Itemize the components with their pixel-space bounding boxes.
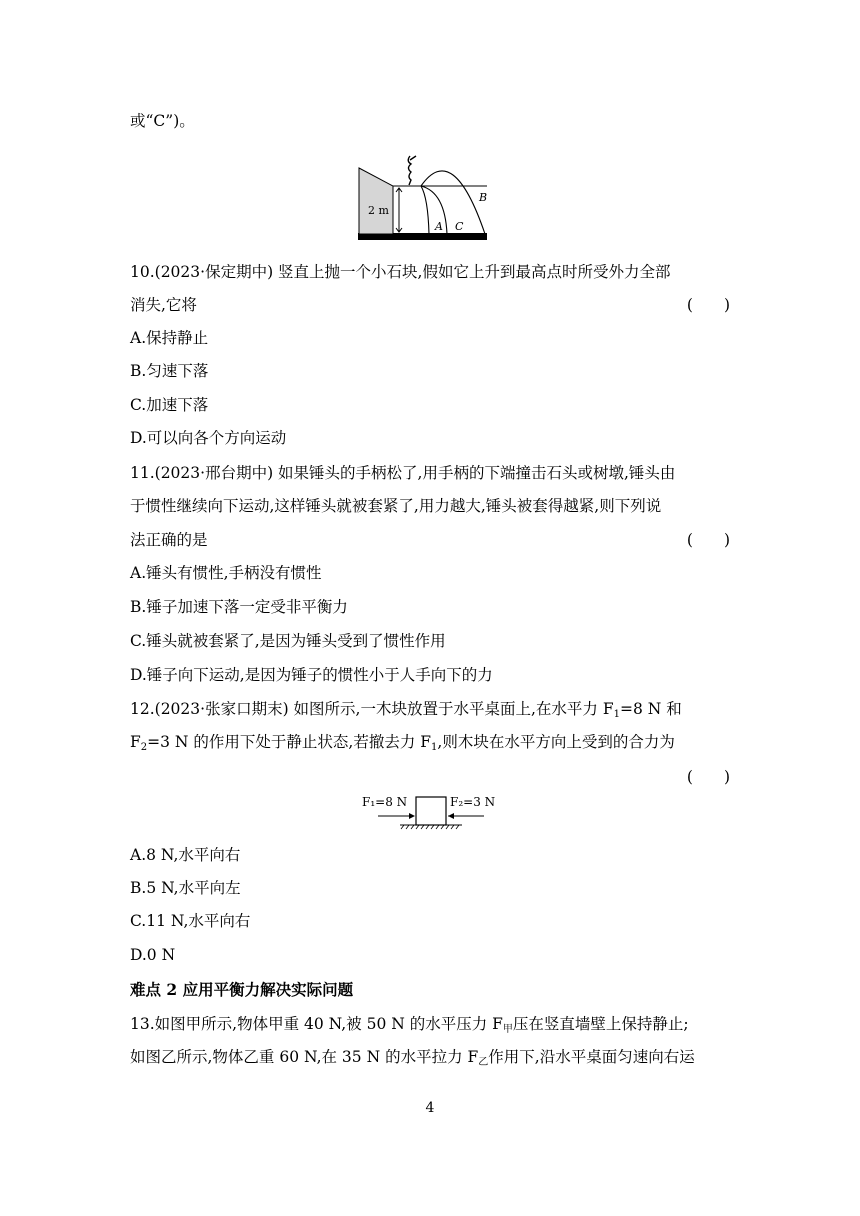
platform-block <box>359 168 393 234</box>
page-number: 4 <box>425 1100 435 1116</box>
f2-label: F₂=3 N <box>450 795 496 809</box>
trajectory-b <box>421 171 488 234</box>
q12-line2-part2: =3 N 的作用下处于静止状态,若撤去力 F <box>147 733 432 751</box>
q11-line3: 法正确的是 <box>130 531 208 549</box>
q12-line1-part2: =8 N 和 <box>619 700 682 718</box>
q13-line2-part2: 作用下,沿水平桌面匀速向右运 <box>488 1048 695 1066</box>
q12-option-b: B.5 N,水平向左 <box>130 879 241 897</box>
trajectory-figure <box>355 154 490 244</box>
q12-line1-part1: 12.(2023·张家口期末) 如图所示,一木块放置于水平桌面上,在水平力 F <box>130 700 614 718</box>
q10-line2: 消失,它将 <box>130 296 197 314</box>
label-b: B <box>479 191 488 204</box>
q11-line1: 11.(2023·邢台期中) 如果锤头的手柄松了,用手柄的下端撞击石头或树墩,锤头由 <box>130 464 676 482</box>
subscript-jia: 甲 <box>502 1024 513 1035</box>
q12-option-c: C.11 N,水平向右 <box>130 912 251 930</box>
q12-answer-bracket: ( ) <box>686 768 730 786</box>
q12-line2 <box>130 731 730 759</box>
trajectory-c <box>421 186 447 234</box>
q13-line2-part1: 如图乙所示,物体乙重 60 N,在 35 N 的水平拉力 F <box>130 1048 479 1066</box>
q13-line1-part2: 压在竖直墙壁上保持静止; <box>512 1015 689 1033</box>
subscript-2: 2 <box>140 742 148 753</box>
q13-line2 <box>130 1046 730 1074</box>
label-a: A <box>435 220 443 233</box>
q10-option-a: A.保持静止 <box>130 329 209 347</box>
q12-line2-part3: ,则木块在水平方向上受到的合力为 <box>437 733 675 751</box>
q13-line1-part1: 13.如图甲所示,物体甲重 40 N,被 50 N 的水平压力 F <box>130 1015 503 1033</box>
section-heading: 难点 2 应用平衡力解决实际问题 <box>130 980 354 999</box>
subscript-yi: 乙 <box>478 1057 489 1068</box>
q10-option-d: D.可以向各个方向运动 <box>130 429 287 447</box>
q10-option-b: B.匀速下落 <box>130 362 209 380</box>
force-block-figure <box>360 790 508 832</box>
f2-arrowhead <box>448 813 454 819</box>
q12-option-a: A.8 N,水平向右 <box>130 846 241 864</box>
q11-option-a: A.锤头有惯性,手柄没有惯性 <box>130 564 322 582</box>
height-label: 2 m <box>368 204 389 217</box>
q11-line2: 于惯性继续向下运动,这样锤头就被套紧了,用力越大,锤头被套得越紧,则下列说 <box>130 497 662 515</box>
trajectory-a <box>421 186 429 234</box>
f1-arrowhead <box>409 813 415 819</box>
q11-option-d: D.锤子向下运动,是因为锤子的惯性小于人手向下的力 <box>130 666 493 684</box>
q12-line2-part1: F <box>130 733 141 751</box>
f1-label: F₁=8 N <box>362 795 408 809</box>
label-c: C <box>455 220 464 233</box>
q11-option-b: B.锤子加速下落一定受非平衡力 <box>130 598 348 616</box>
q9-tail-text: 或“C”)。 <box>130 112 195 130</box>
person-icon <box>408 156 416 185</box>
q12-option-d: D.0 N <box>130 946 176 964</box>
q11-option-c: C.锤头就被套紧了,是因为锤头受到了惯性作用 <box>130 632 446 650</box>
q10-option-c: C.加速下落 <box>130 396 209 414</box>
q12-line1 <box>130 698 730 726</box>
q13-line1 <box>130 1013 730 1041</box>
subscript-1b: 1 <box>431 742 438 753</box>
q10-answer-bracket: ( ) <box>686 296 730 314</box>
subscript-1: 1 <box>613 709 620 720</box>
q11-answer-bracket: ( ) <box>686 531 730 549</box>
wooden-block <box>416 797 446 825</box>
q10-line1: 10.(2023·保定期中) 竖直上抛一个小石块,假如它上升到最高点时所受外力全部 <box>130 263 671 281</box>
